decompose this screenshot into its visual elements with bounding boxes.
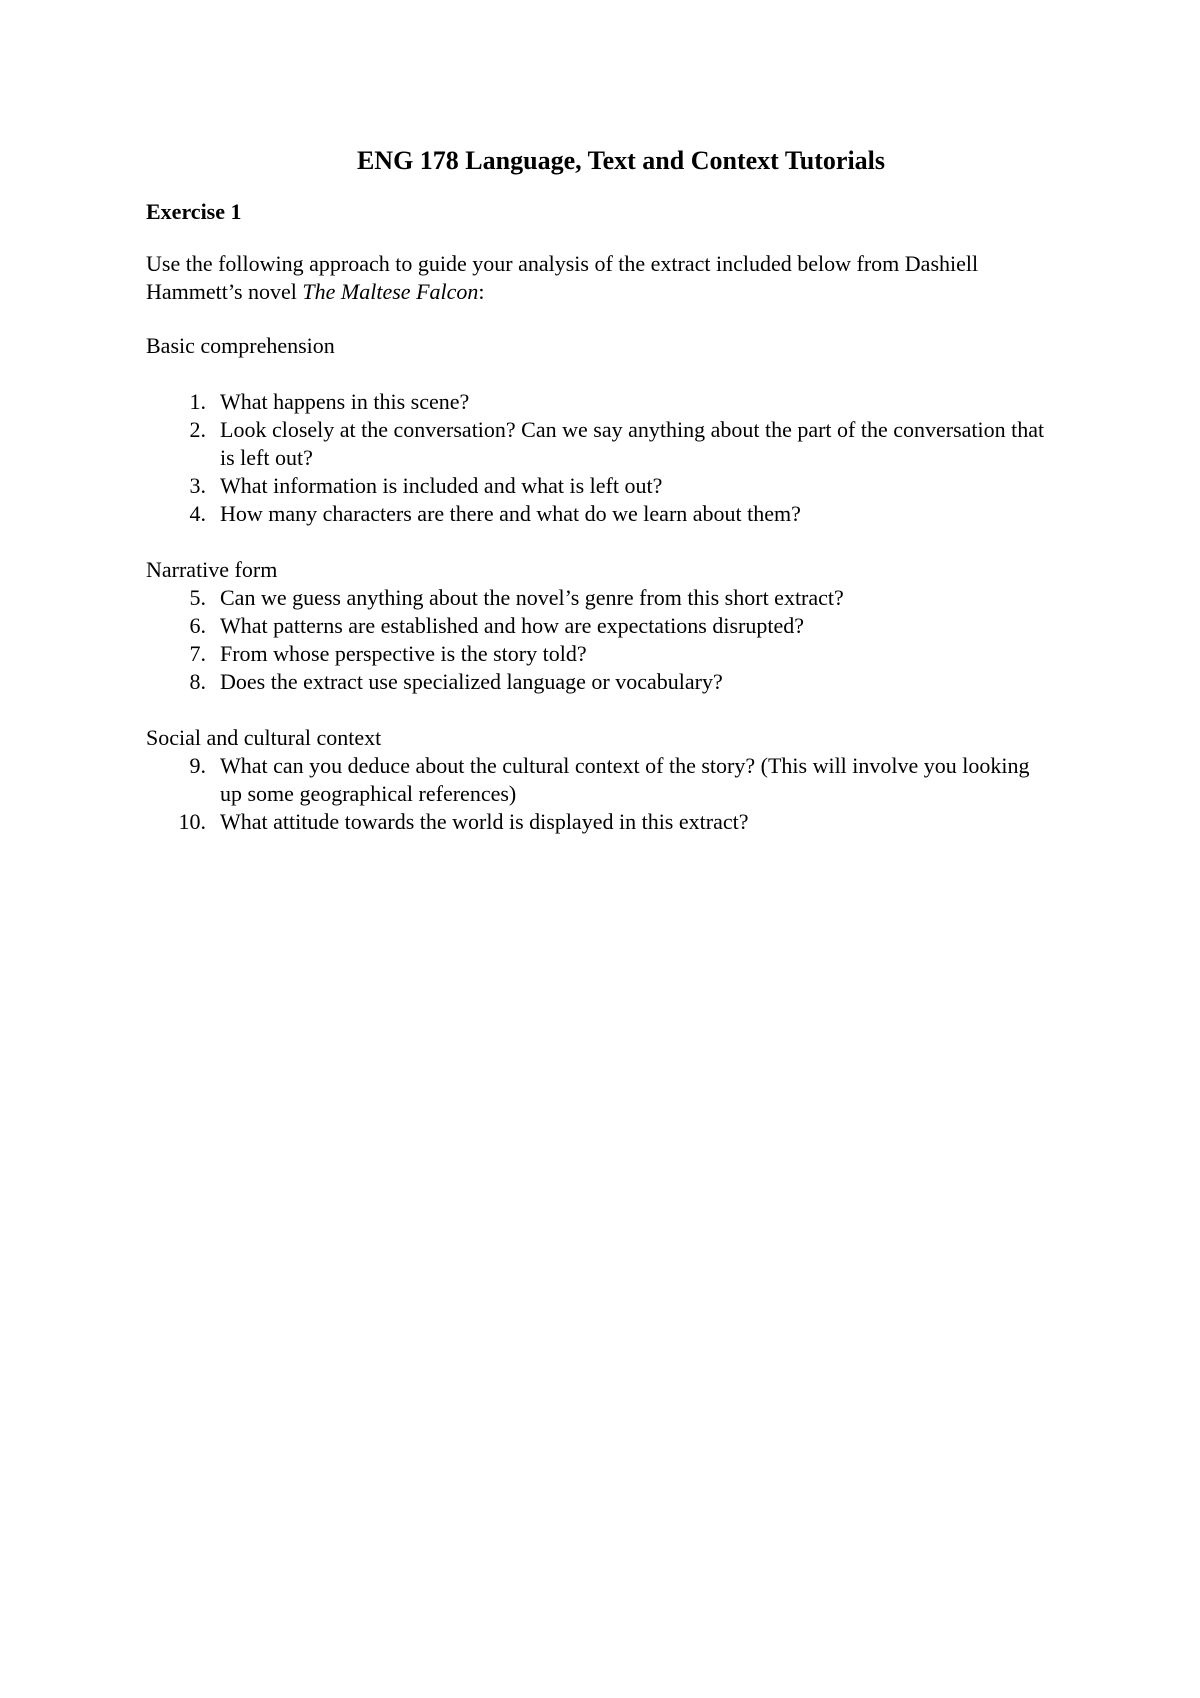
question-item <box>146 640 1066 668</box>
section-heading-basic-comprehension: Basic comprehension <box>146 333 335 358</box>
question-text: From whose perspective is the story told? <box>220 641 587 666</box>
question-number: 6. <box>189 613 206 638</box>
question-number: 5. <box>189 585 206 610</box>
intro-paragraph <box>146 250 1066 306</box>
exercise-heading: Exercise 1 <box>146 199 242 224</box>
novel-title: The Maltese Falcon <box>302 279 479 304</box>
section-heading-narrative-form: Narrative form <box>146 557 278 582</box>
question-number: 2. <box>189 417 206 442</box>
question-list-basic-comprehension <box>146 388 1066 528</box>
question-item <box>146 388 1066 416</box>
question-list-narrative-form <box>146 584 1066 696</box>
question-text: What happens in this scene? <box>220 389 470 414</box>
document-title: ENG 178 Language, Text and Context Tutorials <box>356 146 886 175</box>
question-item <box>146 808 1066 836</box>
question-text: What attitude towards the world is displayed in this extract? <box>220 809 749 834</box>
question-text: Does the extract use specialized language or vocabulary? <box>220 669 723 694</box>
question-item <box>146 416 1066 472</box>
question-text: What patterns are established and how are expectations disrupted? <box>220 613 804 638</box>
question-list-social-cultural-context <box>146 752 1066 836</box>
question-number: 9. <box>189 753 206 778</box>
question-text: Look closely at the conversation? Can we say anything about the part of the conversation that is left out? <box>220 417 1045 470</box>
question-item <box>146 612 1066 640</box>
question-number: 8. <box>189 669 206 694</box>
question-number: 4. <box>189 501 206 526</box>
question-number: 1. <box>189 389 206 414</box>
question-item <box>146 584 1066 612</box>
question-item <box>146 500 1066 528</box>
question-number: 10. <box>178 809 206 834</box>
question-text: How many characters are there and what do we learn about them? <box>220 501 801 526</box>
question-item <box>146 472 1066 500</box>
question-item <box>146 668 1066 696</box>
intro-text-end: : <box>478 279 485 304</box>
question-number: 7. <box>189 641 206 666</box>
document-content <box>146 144 1066 864</box>
question-item <box>146 752 1066 808</box>
question-text: What can you deduce about the cultural context of the story? (This will involve you looking up some geographical references) <box>220 753 1030 806</box>
question-number: 3. <box>189 473 206 498</box>
question-text: What information is included and what is left out? <box>220 473 663 498</box>
section-heading-social-cultural-context: Social and cultural context <box>146 725 382 750</box>
intro-text: Use the following approach to guide your analysis of the extract included below from Dashiell Hammett’s novel <box>146 251 979 304</box>
question-text: Can we guess anything about the novel’s genre from this short extract? <box>220 585 844 610</box>
